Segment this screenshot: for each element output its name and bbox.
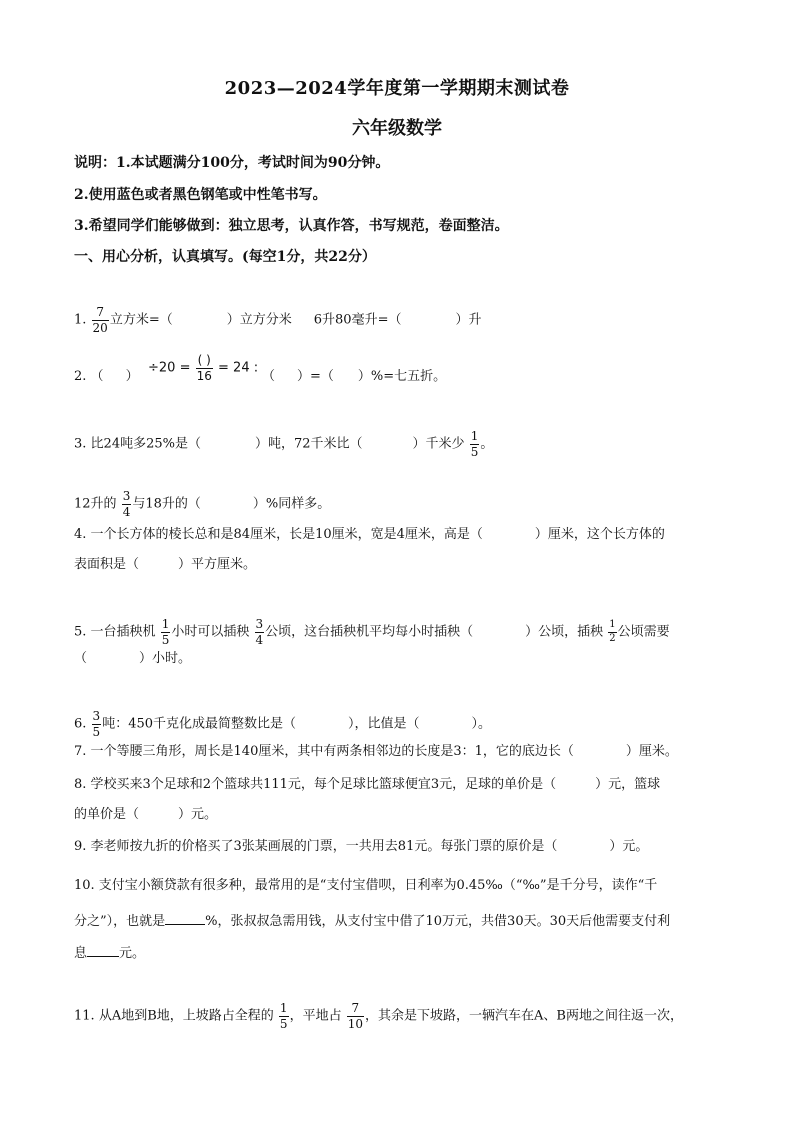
question-6: 6. $\frac{3}{5}$ 吨：450千克化成最简整数比是（ ），比值是（ ）。 bbox=[74, 709, 492, 739]
question-3-part-2: 12升的 $\frac{3}{4}$ 与18升的（ ）%同样多。 bbox=[74, 489, 331, 519]
question-number: 11. bbox=[74, 1008, 95, 1024]
fraction: $\frac{1}{5}$ bbox=[279, 1001, 288, 1031]
question-3: 3. 比24吨多25%是（ ）吨，72千米比（ ）千米少 $\frac{1}{5}$ 。 bbox=[74, 429, 494, 459]
question-number: 3. bbox=[74, 436, 87, 452]
question-2-tail: （ ）=（ ）%=七五折。 bbox=[262, 369, 447, 384]
question-7: 7. 一个等腰三角形，周长是140厘米，其中有两条相邻边的长度是3：1，它的底边长（ ）厘米。 bbox=[74, 744, 678, 759]
instruction-1: 说明：1.本试题满分100分，考试时间为90分钟。 bbox=[74, 155, 390, 171]
question-number: 6. bbox=[74, 716, 87, 732]
question-8-line-2: 的单价是（ ）元。 bbox=[74, 807, 218, 822]
question-5-line-2: （ ）小时。 bbox=[74, 651, 192, 666]
question-4-line-2: 表面积是（ ）平方厘米。 bbox=[74, 557, 257, 572]
instruction-3: 3.希望同学们能够做到：独立思考，认真作答，书写规范，卷面整洁。 bbox=[74, 218, 509, 234]
question-number: 2. bbox=[74, 369, 87, 384]
fraction: $\frac{3}{5}$ bbox=[92, 709, 101, 739]
fraction: $\frac{1}{2}$ bbox=[609, 619, 616, 644]
fraction: $\frac{7}{20}$ bbox=[92, 305, 108, 335]
fraction: $\frac{3}{4}$ bbox=[255, 617, 264, 647]
question-4-line-1: 4. 一个长方体的棱长总和是84厘米，长是10厘米，宽是4厘米，高是（ ）厘米，这个长方体的 bbox=[74, 527, 665, 542]
fraction: $\frac{1}{5}$ bbox=[470, 429, 479, 459]
exam-subtitle: 六年级数学 bbox=[352, 118, 442, 139]
question-10-line-1: 10. 支付宝小额贷款有很多种，最常用的是“支付宝借呗，日利率为0.45‰（“‰”是千分号，读作“千 bbox=[74, 878, 658, 893]
fraction: $\frac{7}{10}$ bbox=[347, 1001, 363, 1031]
fraction: $\frac{1}{5}$ bbox=[161, 617, 170, 647]
section-heading: 一、用心分析，认真填写。(每空1分，共22分） bbox=[74, 249, 376, 265]
question-number: 5. bbox=[74, 624, 87, 640]
answer-blank[interactable] bbox=[165, 912, 205, 925]
question-8-line-1: 8. 学校买来3个足球和2个篮球共111元，每个足球比篮球便宜3元，足球的单价是（ ）元，篮球 bbox=[74, 777, 661, 792]
fraction: $\frac{( )}{16}$ bbox=[196, 353, 212, 383]
question-2: 2. （ ） bbox=[74, 369, 139, 384]
question-9: 9. 李老师按九折的价格买了3张某画展的门票，一共用去81元。每张门票的原价是（ ）元。 bbox=[74, 839, 649, 854]
question-10-line-3: 息 元。 bbox=[74, 946, 146, 961]
answer-blank[interactable] bbox=[87, 944, 119, 957]
question-10-line-2: 分之”），也就是 %，张叔叔急需用钱，从支付宝中借了10万元，共借30天。30天后他需要支付利 bbox=[74, 914, 671, 929]
question-11: 11. 从A地到B地，上坡路占全程的 $\frac{1}{5}$ ，平地占 $\frac{7}{10}$ ，其余是下坡路，一辆汽车在A、B两地之间往返一次， bbox=[74, 1001, 683, 1031]
question-1: 1. $\frac{7}{20}$ 立方米=（ ）立方分米 6升80毫升=（ ）升 bbox=[74, 305, 482, 335]
question-2-equation: ÷20 = $\frac{( )}{16}$ = 24 : bbox=[148, 353, 259, 383]
question-number: 1. bbox=[74, 312, 87, 328]
instruction-2: 2.使用蓝色或者黑色钢笔或中性笔书写。 bbox=[74, 187, 327, 203]
fraction: $\frac{3}{4}$ bbox=[122, 489, 131, 519]
exam-title: 2023—2024学年度第一学期期末测试卷 bbox=[224, 78, 570, 99]
question-5: 5. 一台插秧机 $\frac{1}{5}$ 小时可以插秧 $\frac{3}{4}$ 公顷，这台插秧机平均每小时插秧（ ）公顷，插秧 $\frac{1}{2}$ 公顷需要 bbox=[74, 617, 670, 647]
